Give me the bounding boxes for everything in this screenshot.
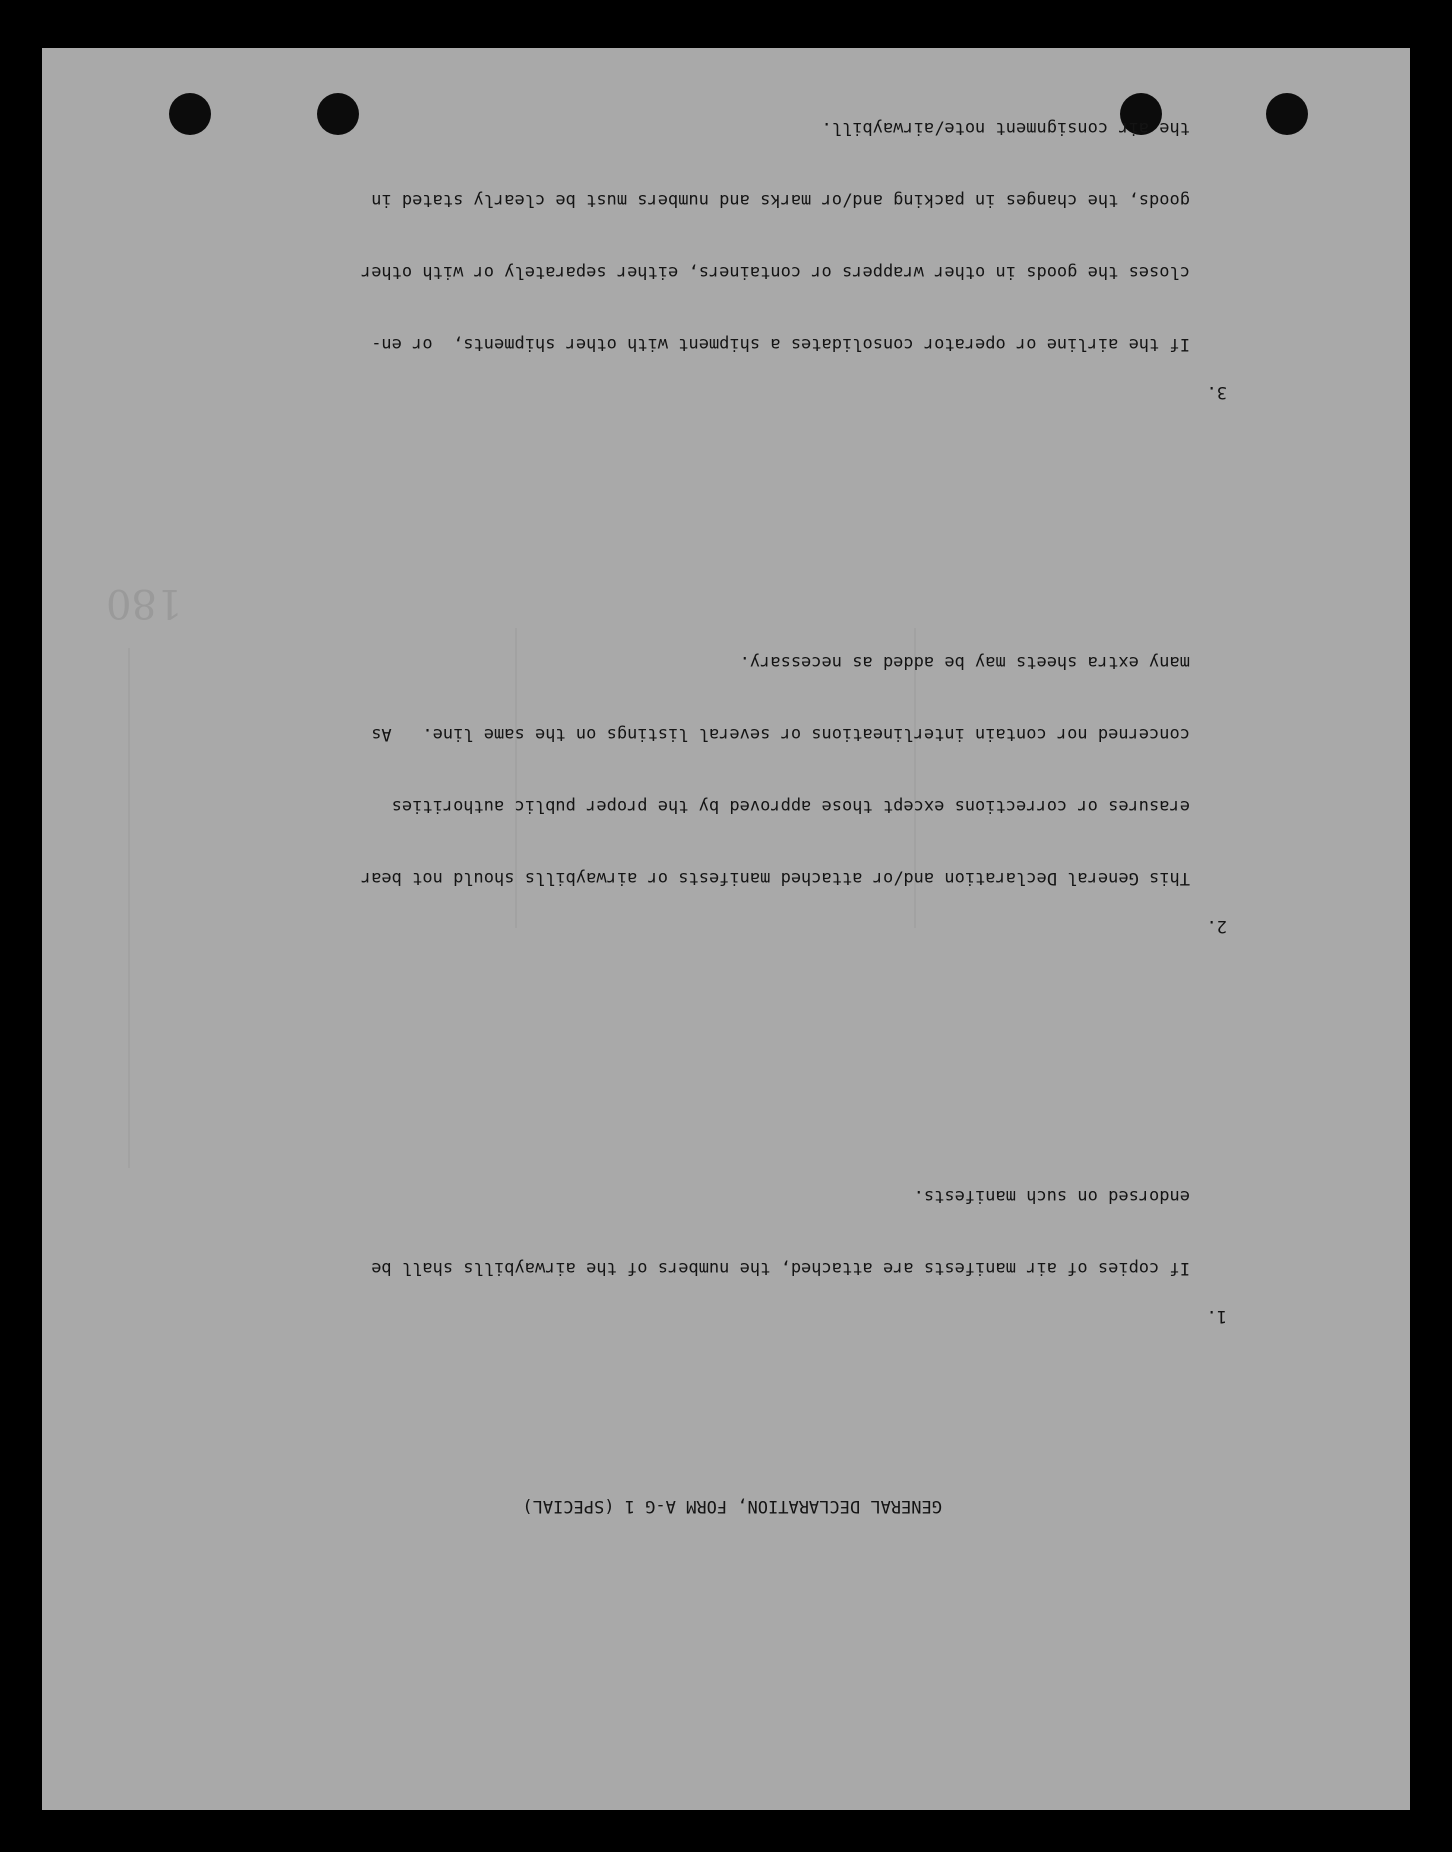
list-item [217,1088,1227,1376]
item-line: erasures or corrections except those approved by the proper public authorities [391,796,1190,816]
item-number: 3. [1206,382,1227,402]
item-line: This General Declaration and/or attached manifests or airwaybills should not bear [360,868,1190,888]
item-line: If copies of air manifests are attached, the numbers of the airwaybills shall be [371,1258,1190,1278]
document-page [42,48,1410,1810]
bleed-through-page-number: 180 [106,580,183,626]
document-text [217,48,1227,1566]
item-line: many extra sheets may be added as necessary. [739,652,1190,672]
item-number: 2. [1206,916,1227,936]
item-line: closes the goods in other wrappers or containers, either separately or with other [360,262,1190,282]
item-number: 1. [1206,1306,1227,1326]
item-line: endorsed on such manifests. [913,1186,1190,1206]
list-item [217,48,1227,452]
document-title: GENERAL DECLARATION, FORM A-G 1 (SPECIAL) [522,1496,942,1516]
item-line: goods, the changes in packing and/or marks and numbers must be clearly stated in [371,190,1190,210]
upside-down-content [42,48,1410,1810]
list-item [217,554,1227,986]
item-line: concerned nor contain interlineations or several listings on the same line. As [371,724,1190,744]
item-line: If the airline or operator consolidates a shipment with other shipments, or en- [371,334,1190,354]
item-line: the air consignment note/airwaybill. [821,118,1190,138]
